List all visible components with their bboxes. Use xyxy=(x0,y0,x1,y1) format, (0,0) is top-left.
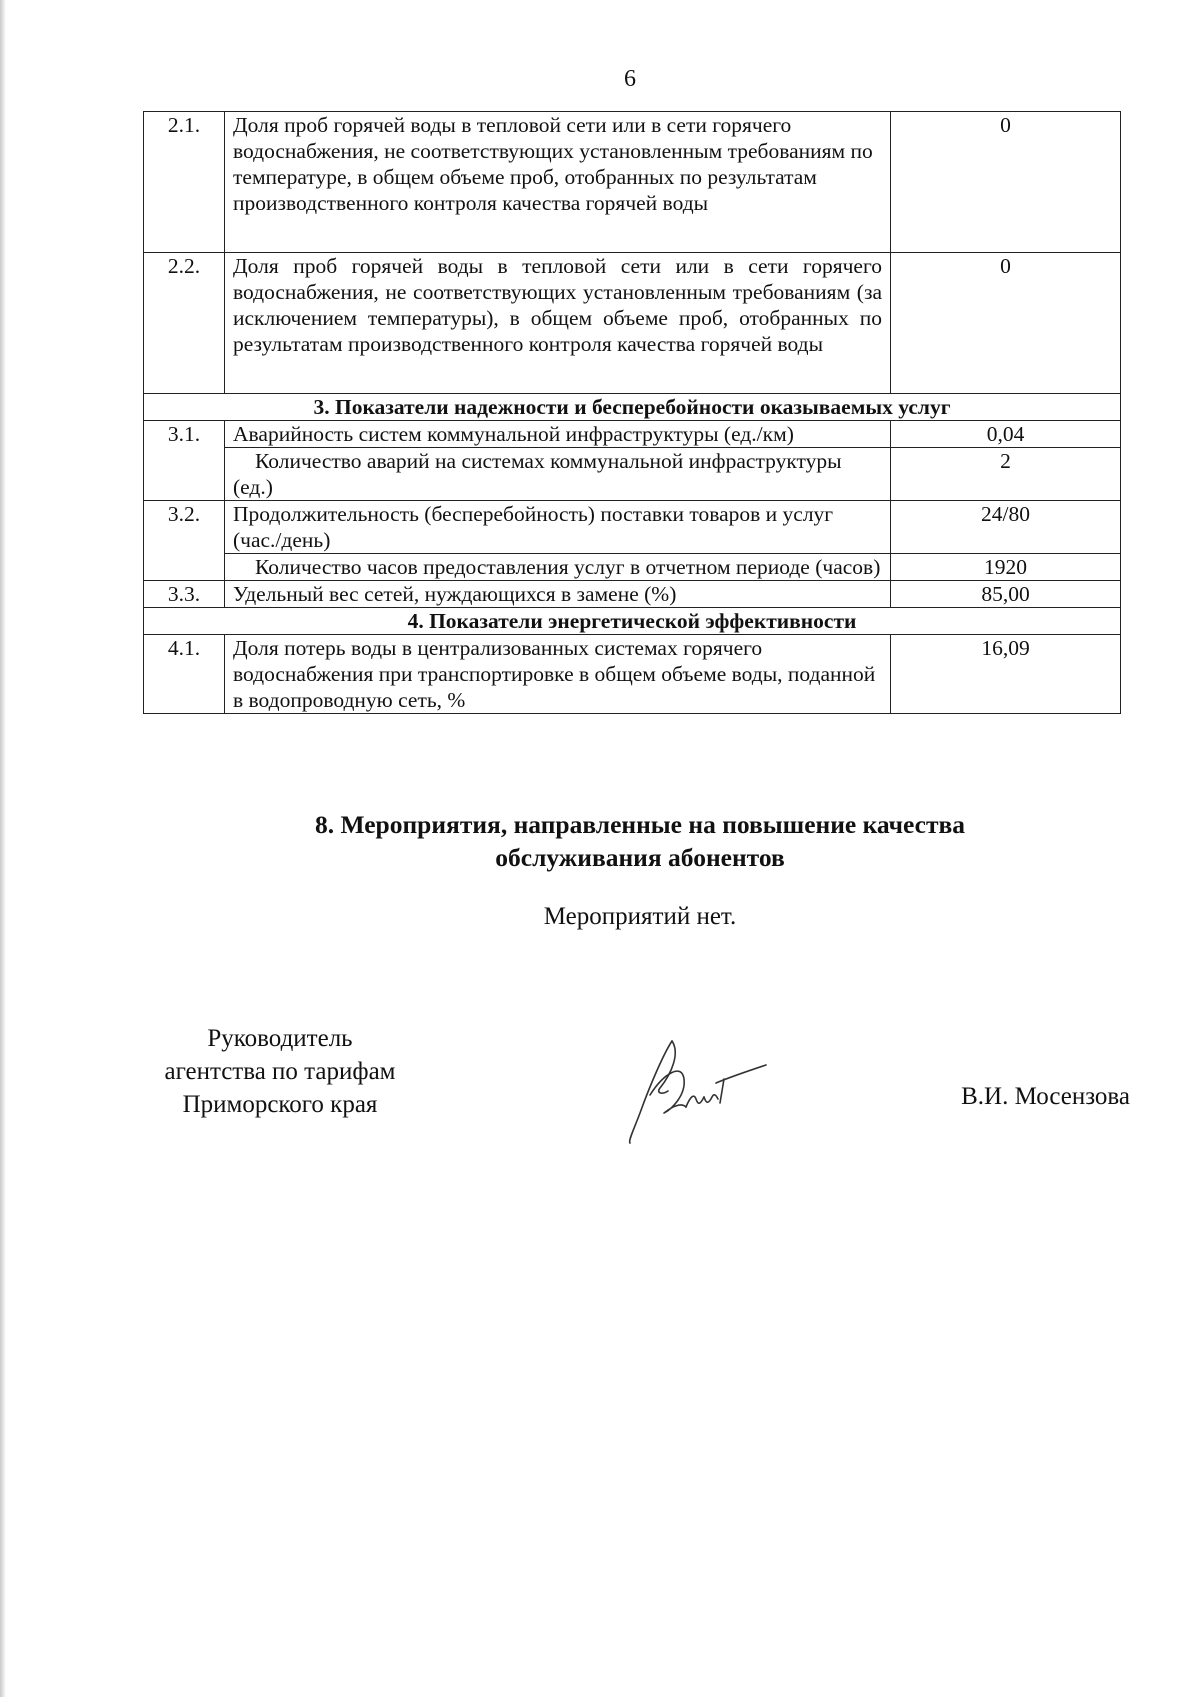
row-value: 0,04 xyxy=(891,421,1121,448)
section-row xyxy=(144,608,1121,635)
row-value: 0 xyxy=(891,253,1121,394)
row-number: 4.1. xyxy=(144,635,225,714)
table-row xyxy=(144,635,1121,714)
row-description: Продолжительность (бесперебойность) поставки товаров и услуг (час./день) xyxy=(225,501,891,554)
table-row xyxy=(144,112,1121,253)
section-8-heading-line2: обслуживания абонентов xyxy=(495,843,785,872)
subrow-value: 2 xyxy=(891,448,1121,501)
table-row xyxy=(144,501,1121,554)
row-number: 2.1. xyxy=(144,112,225,253)
subrow-description: Количество часов предоставления услуг в отчетном периоде (часов) xyxy=(225,554,891,581)
row-description: Аварийность систем коммунальной инфраструктуры (ед./км) xyxy=(225,421,891,448)
row-number: 3.1. xyxy=(144,421,225,501)
handwritten-signature xyxy=(620,1033,770,1148)
signer-position-line1: Руководитель xyxy=(207,1025,353,1052)
subrow-description: Количество аварий на системах коммунальной инфраструктуры (ед.) xyxy=(225,448,891,501)
row-description: Доля потерь воды в централизованных системах горячего водоснабжения при транспортировке в общем объеме воды, поданной в водопроводную сеть, % xyxy=(225,635,891,714)
table-row xyxy=(144,253,1121,394)
row-value: 0 xyxy=(891,112,1121,253)
table-row xyxy=(144,581,1121,608)
table-subrow xyxy=(144,448,1121,501)
section-8-heading-line1: 8. Мероприятия, направленные на повышение качества xyxy=(314,810,966,839)
subrow-value: 1920 xyxy=(891,554,1121,581)
row-value: 85,00 xyxy=(891,581,1121,608)
row-number: 3.3. xyxy=(144,581,225,608)
row-number: 2.2. xyxy=(144,253,225,394)
signer-position-line2: агентства по тарифам xyxy=(164,1058,396,1085)
row-description: Доля проб горячей воды в тепловой сети или в сети горячего водоснабжения, не соответствующих установленным требованиям по температуре, в общем объеме проб, отобранных по результатам производственного контроля качества горячей воды xyxy=(225,112,891,253)
signer-name: В.И. Мосензова xyxy=(961,1083,1130,1110)
scan-edge-shadow xyxy=(0,0,6,1697)
signer-position xyxy=(140,1022,420,1121)
section-8-text: Мероприятий нет. xyxy=(543,903,737,930)
page-number: 6 xyxy=(624,66,636,92)
row-description: Удельный вес сетей, нуждающихся в замене (%) xyxy=(225,581,891,608)
row-number: 3.2. xyxy=(144,501,225,581)
section-row xyxy=(144,394,1121,421)
row-description: Доля проб горячей воды в тепловой сети или в сети горячего водоснабжения, не соответствующих установленным требованиям (за исключением температуры), в общем объеме проб, отобранных по результатам производственного контроля качества горячей воды xyxy=(225,253,891,394)
table-subrow xyxy=(144,554,1121,581)
row-value: 16,09 xyxy=(891,635,1121,714)
table-row xyxy=(144,421,1121,448)
section-8-heading xyxy=(240,808,1040,874)
section-title: 3. Показатели надежности и бесперебойности оказываемых услуг xyxy=(144,394,1121,421)
indicators-table xyxy=(143,111,1121,714)
row-value: 24/80 xyxy=(891,501,1121,554)
section-title: 4. Показатели энергетической эффективности xyxy=(144,608,1121,635)
signer-position-line3: Приморского края xyxy=(182,1091,378,1118)
